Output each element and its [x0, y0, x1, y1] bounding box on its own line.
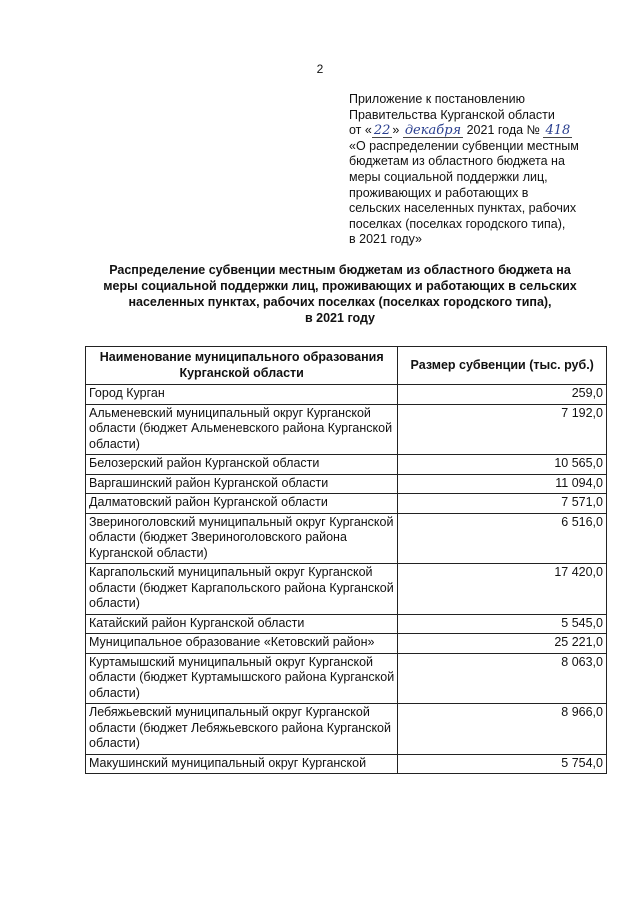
table-row — [86, 754, 607, 774]
municipality-name: Город Курган — [86, 385, 398, 405]
appendix-line-7: проживающих и работающих в — [349, 185, 529, 200]
table-row — [86, 455, 607, 475]
appendix-line-1: Приложение к постановлению — [349, 92, 525, 106]
subsidy-amount: 5 545,0 — [398, 614, 607, 634]
title-line-1: Распределение субвенции местным бюджетам из областного бюджета на — [109, 263, 571, 277]
municipality-name: Муниципальное образование «Кетовский район» — [86, 634, 398, 654]
appendix-line-8: сельских населенных пунктах, рабочих — [349, 201, 577, 216]
appendix-line-2: Правительства Курганской области — [349, 107, 555, 122]
page-number: 2 — [316, 62, 324, 76]
appendix-line-6: меры социальной поддержки лиц, — [349, 169, 548, 184]
appendix-line-4: «О распределении субвенции местным — [349, 138, 579, 153]
title-line-4: в 2021 году — [305, 311, 375, 325]
municipality-name: Катайский район Курганской области — [86, 614, 398, 634]
title-line-3: населенных пунктах, рабочих поселках (поселках городского типа), — [128, 295, 552, 309]
subsidy-amount: 7 192,0 — [398, 404, 607, 455]
municipality-name: Лебяжьевский муниципальный округ Курганской области (бюджет Лебяжьевского района Курганской области) — [86, 704, 398, 755]
table-row — [86, 564, 607, 615]
municipality-name: Каргапольский муниципальный округ Курганской области (бюджет Каргапольского района Курганской области) — [86, 564, 398, 615]
municipality-name: Звериноголовский муниципальный округ Курганской области (бюджет Звериноголовского района Курганской области) — [86, 513, 398, 564]
subsidy-amount: 11 094,0 — [398, 474, 607, 494]
appendix-line-9: поселках (поселках городского типа), — [349, 216, 566, 231]
subsidy-amount: 7 571,0 — [398, 494, 607, 514]
table-row — [86, 614, 607, 634]
table-row — [86, 474, 607, 494]
table-row — [86, 634, 607, 654]
table-row — [86, 385, 607, 405]
handwritten-day: 22 — [373, 123, 391, 139]
table-row — [86, 494, 607, 514]
appendix-line-5: бюджетам из областного бюджета на — [349, 154, 565, 169]
header-municipality: Наименование муниципального образования Курганской области — [86, 347, 398, 385]
handwritten-number: 418 — [545, 123, 571, 139]
municipality-name: Макушинский муниципальный округ Курганской — [86, 754, 398, 774]
municipality-name: Далматовский район Курганской области — [86, 494, 398, 514]
table-row — [86, 404, 607, 455]
subsidy-amount: 259,0 — [398, 385, 607, 405]
subsidy-table — [85, 346, 607, 774]
date-prefix: от « — [349, 123, 372, 138]
appendix-date-line — [349, 123, 619, 139]
table-row — [86, 513, 607, 564]
table-row — [86, 653, 607, 704]
document-title — [70, 262, 610, 326]
appendix-header — [349, 92, 619, 248]
municipality-name: Куртамышский муниципальный округ Курганской области (бюджет Куртамышского района Курганской области) — [86, 653, 398, 704]
subsidy-amount: 8 063,0 — [398, 653, 607, 704]
header-subsidy-amount: Размер субвенции (тыс. руб.) — [398, 347, 607, 385]
appendix-line-10: в 2021 году» — [349, 232, 422, 247]
municipality-name: Альменевский муниципальный округ Курганской области (бюджет Альменевского района Курганской области) — [86, 404, 398, 455]
municipality-name: Белозерский район Курганской области — [86, 455, 398, 475]
title-line-2: меры социальной поддержки лиц, проживающих и работающих в сельских — [103, 279, 577, 293]
municipality-name: Варгашинский район Курганской области — [86, 474, 398, 494]
date-year-text: 2021 года № — [466, 123, 540, 138]
handwritten-month: декабря — [404, 123, 462, 139]
table-row — [86, 704, 607, 755]
subsidy-amount: 5 754,0 — [398, 754, 607, 774]
date-mid: » — [392, 123, 400, 138]
table-header-row — [86, 347, 607, 385]
subsidy-amount: 25 221,0 — [398, 634, 607, 654]
subsidy-amount: 6 516,0 — [398, 513, 607, 564]
subsidy-amount: 10 565,0 — [398, 455, 607, 475]
subsidy-amount: 8 966,0 — [398, 704, 607, 755]
subsidy-amount: 17 420,0 — [398, 564, 607, 615]
